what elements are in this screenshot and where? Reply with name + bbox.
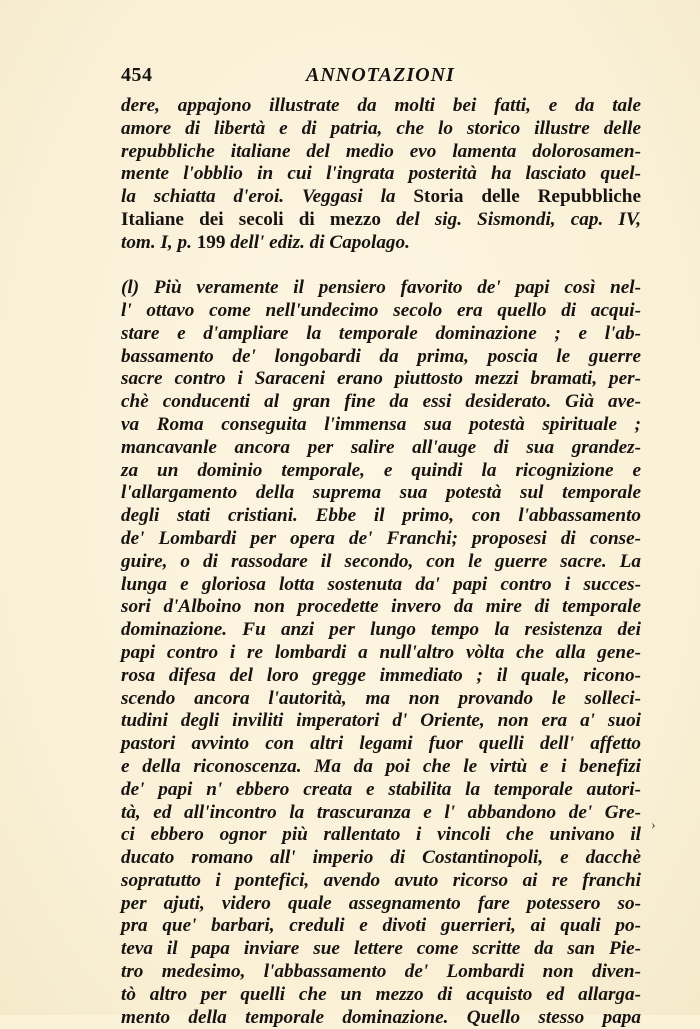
text-line: guire, o di rassodare il secondo, con le guerre sacre. La bbox=[121, 550, 641, 572]
text-line: teva il papa inviare sue lettere come scritte da san Pie- bbox=[121, 938, 641, 960]
text-line: l'allargamento della suprema sua potestà sul temporale bbox=[121, 482, 641, 504]
body-text bbox=[121, 95, 641, 1029]
text-segment-italic: del sig. Sismondi, cap. IV, bbox=[396, 208, 642, 230]
text-line: sopratutto i pontefici, avendo avuto ricorso ai re franchi bbox=[121, 869, 641, 891]
text-line: (l) Più veramente il pensiero favorito de' papi così nel- bbox=[121, 277, 641, 299]
text-line: ducato romano all' imperio di Costantinopoli, e dacchè bbox=[121, 847, 641, 869]
text-line: repubbliche italiane del medio evo lamenta dolorosamen- bbox=[121, 140, 641, 162]
text-segment-italic: la schiatta d'eroi. Veggasi la bbox=[121, 186, 396, 208]
text-line: stare e d'ampliare la temporale dominazione ; e l'ab- bbox=[121, 322, 641, 344]
paragraph-1 bbox=[121, 95, 641, 255]
text-line: papi contro i re lombardi a null'altro vòlta che alla gene- bbox=[121, 641, 641, 663]
text-line: sacre contro i Saraceni erano piuttosto mezzi bramati, per- bbox=[121, 368, 641, 390]
text-line: mento della temporale dominazione. Quello stesso papa bbox=[121, 1006, 641, 1028]
text-line: degli stati cristiani. Ebbe il primo, con l'abbassamento bbox=[121, 505, 641, 527]
text-line: e della riconoscenza. Ma da poi che le virtù e i benefizi bbox=[121, 755, 641, 777]
text-line: mente l'obblio in cui l'ingrata posterità ha lasciato quel- bbox=[121, 163, 641, 185]
text-line: va Roma conseguita l'immensa sua potestà spirituale ; bbox=[121, 413, 641, 435]
text-segment-roman: 199 bbox=[196, 231, 226, 253]
text-line: per ajuti, videro quale assegnamento fare potessero so- bbox=[121, 892, 641, 914]
text-line: tà, ed all'incontro la trascuranza e l' abbandono de' Gre- bbox=[121, 801, 641, 823]
text-line: de' papi n' ebbero creata e stabilita la temporale autori- bbox=[121, 778, 641, 800]
page-number: 454 bbox=[121, 64, 153, 86]
text-segment-roman: Italiane dei secoli di mezzo bbox=[121, 208, 382, 230]
text-segment-roman: Storia delle Repubbliche bbox=[413, 186, 641, 208]
running-title: ANNOTAZIONI bbox=[306, 64, 455, 86]
text-line: dere, appajono illustrate da molti bei fatti, e da tale bbox=[121, 95, 641, 116]
text-line: scendo ancora l'autorità, ma non provando le solleci- bbox=[121, 687, 641, 709]
text-segment-italic: tom. I, p. bbox=[121, 231, 192, 253]
text-line: sori d'Alboino non procedette invero da mire di temporale bbox=[121, 596, 641, 618]
text-line bbox=[121, 186, 641, 209]
text-line: pra que' barbari, creduli e divoti guerrieri, ai quali po- bbox=[121, 915, 641, 937]
text-line bbox=[121, 232, 641, 255]
text-line: l' ottavo come nell'undecimo secolo era quello di acqui- bbox=[121, 299, 641, 321]
text-line: de' Lombardi per opera de' Franchi; proposesi di conse- bbox=[121, 527, 641, 549]
text-line: za un dominio temporale, e quindi la ricognizione e bbox=[121, 459, 641, 481]
text-segment-italic: dell' ediz. di Capolago. bbox=[230, 231, 410, 253]
text-line bbox=[121, 209, 641, 232]
text-line: bassamento de' longobardi da prima, poscia le guerre bbox=[121, 345, 641, 367]
text-line: pastori avvinto con altri legami fuor quelli dell' affetto bbox=[121, 733, 641, 755]
text-line: tudini degli inviliti imperatori d' Oriente, non era a' suoi bbox=[121, 710, 641, 732]
text-line: rosa difesa del loro gregge immediato ; il quale, ricono- bbox=[121, 664, 641, 686]
paragraph-2 bbox=[121, 277, 641, 1029]
text-line: amore di libertà e di patria, che lo storico illustre delle bbox=[121, 117, 641, 139]
text-line: tò altro per quelli che un mezzo di acquisto ed allarga- bbox=[121, 983, 641, 1005]
text-line: tro medesimo, l'abbassamento de' Lombardi non diven- bbox=[121, 961, 641, 983]
running-head bbox=[121, 64, 641, 96]
text-line: dominazione. Fu anzi per lungo tempo la resistenza dei bbox=[121, 619, 641, 641]
text-line: chè conducenti al gran fine da essi desiderato. Già ave- bbox=[121, 391, 641, 413]
text-line: mancavanle ancora per salire all'auge di sua grandez- bbox=[121, 436, 641, 458]
text-line: lunga e gloriosa lotta sostenuta da' papi contro i succes- bbox=[121, 573, 641, 595]
text-line: ci ebbero ognor più rallentato i vincoli che univano il bbox=[121, 824, 641, 846]
margin-mark: › bbox=[651, 818, 656, 833]
